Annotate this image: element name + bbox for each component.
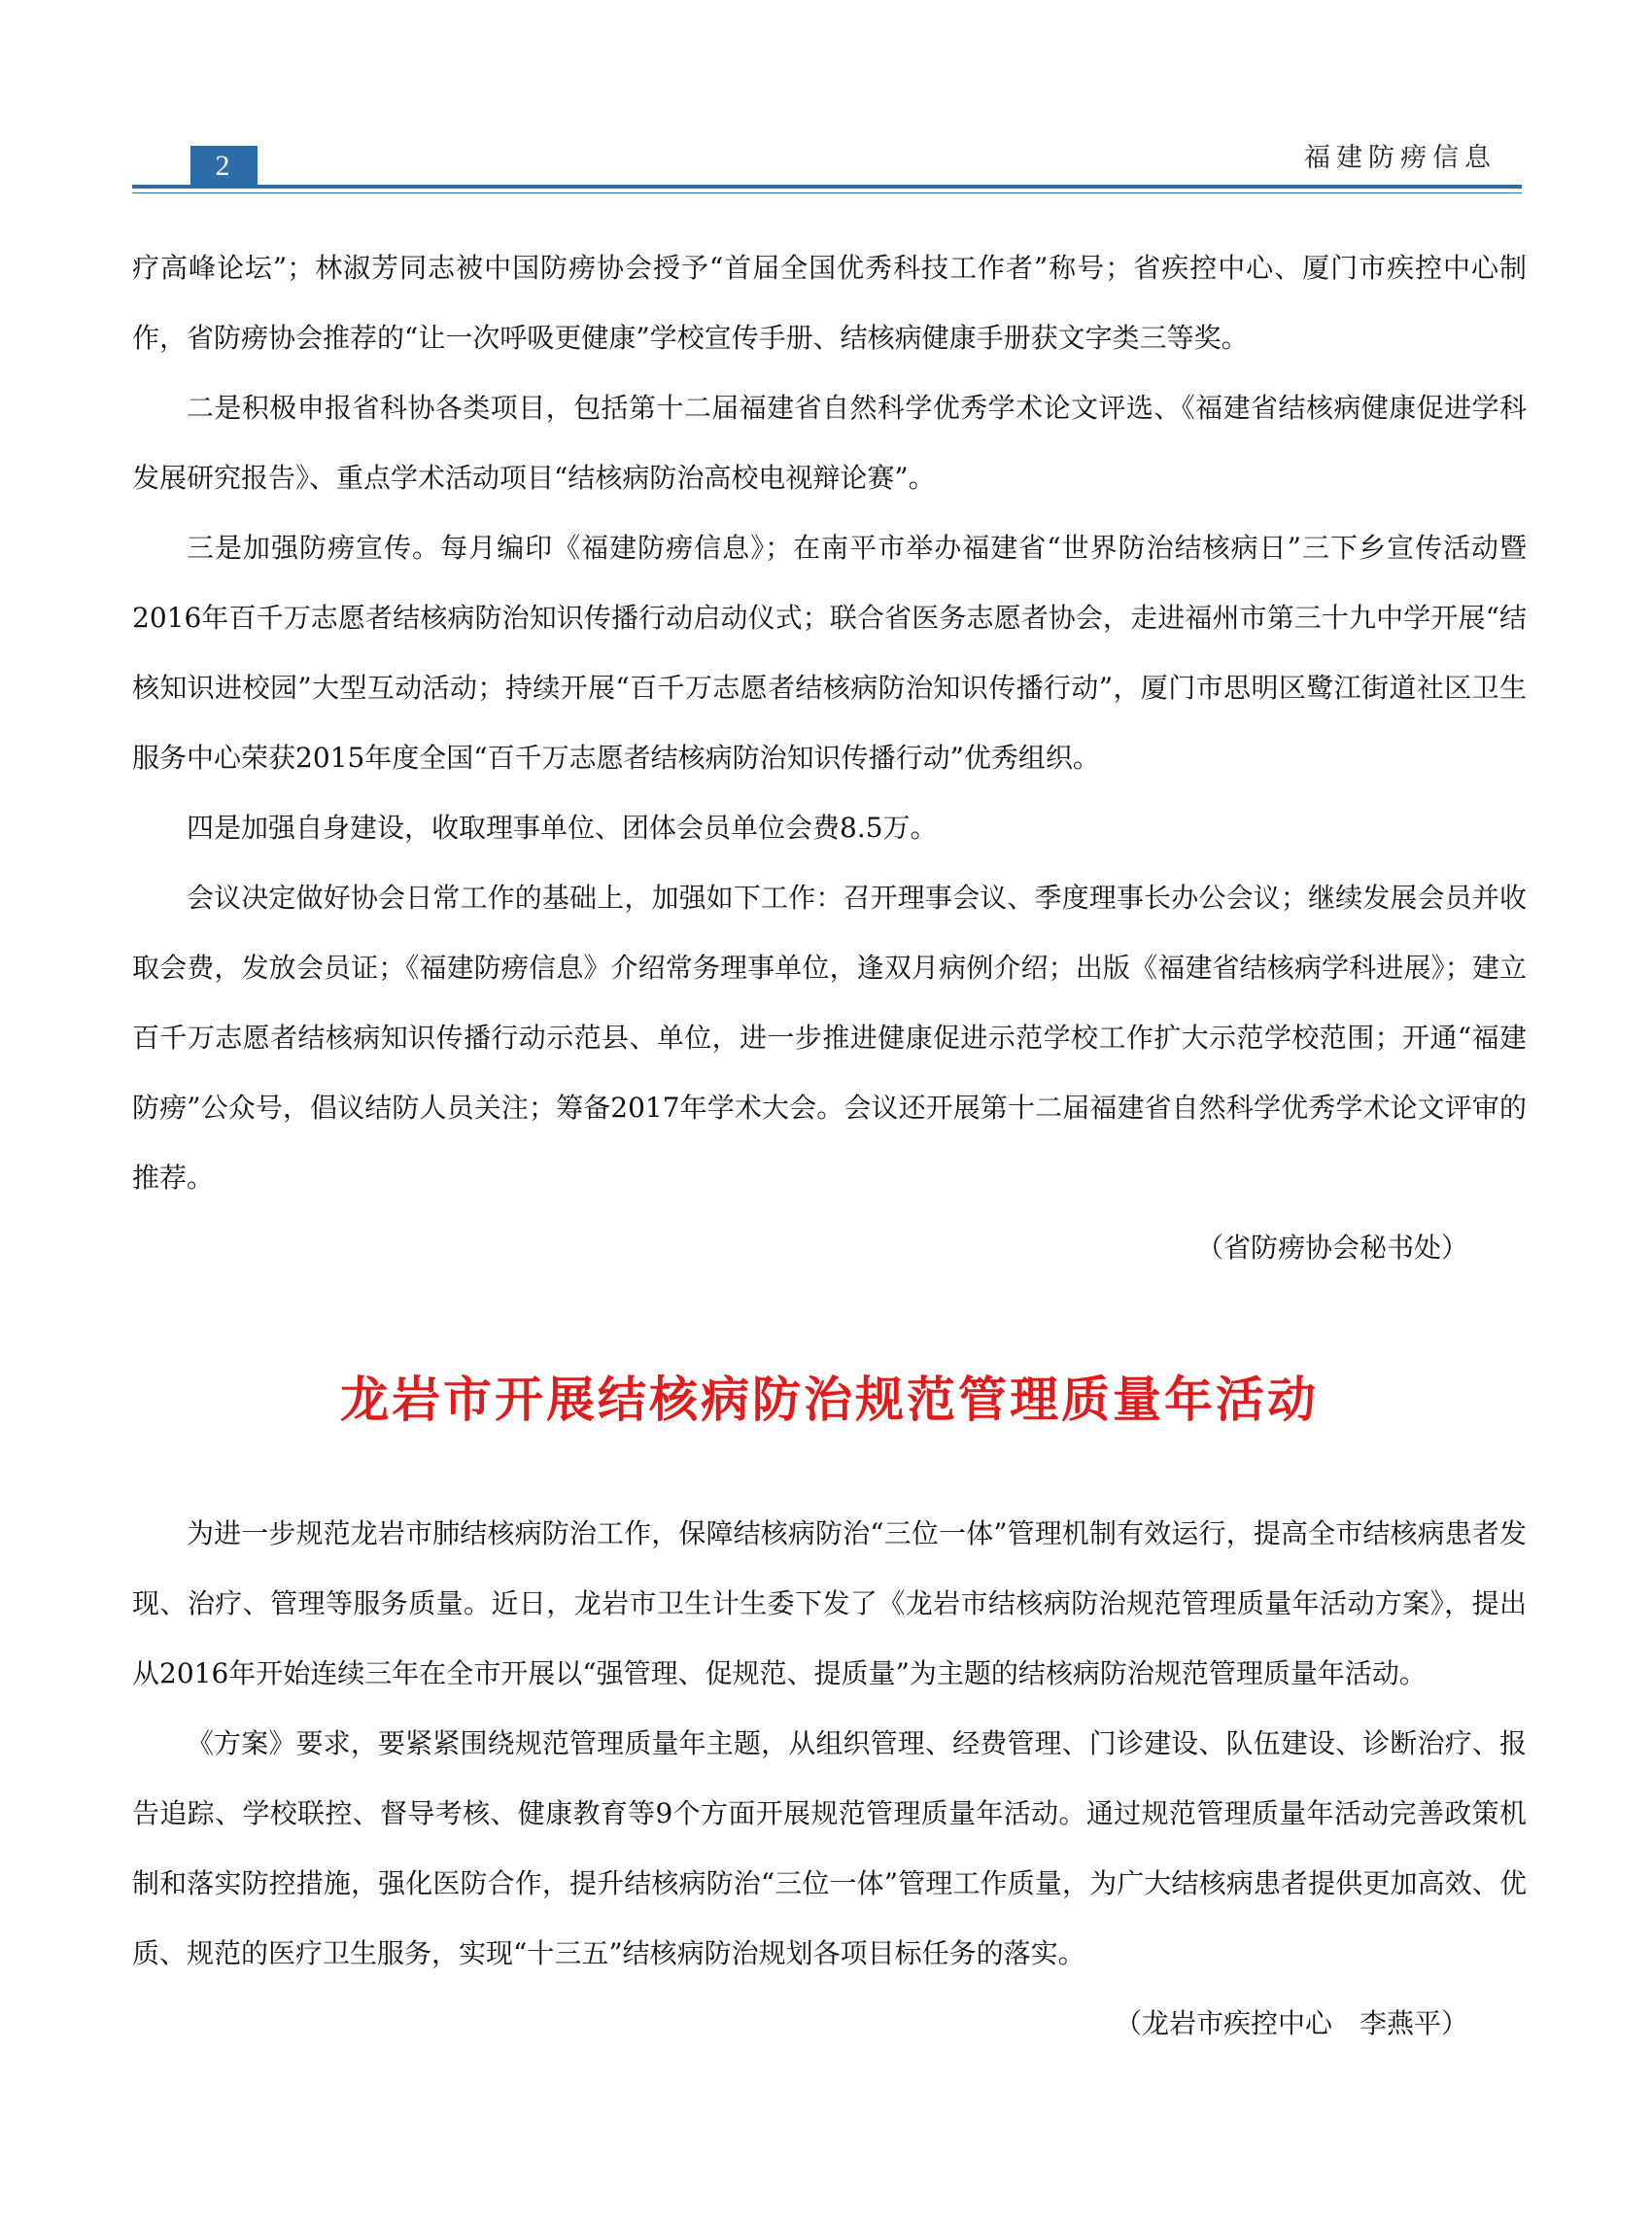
page-number: 2 bbox=[190, 146, 255, 187]
article1-signature: （省防痨协会秘书处） bbox=[1195, 1232, 1468, 1264]
publication-title: 福建防痨信息 bbox=[1304, 143, 1497, 173]
article1-paragraph-2: 二是积极申报省科协各类项目，包括第十二届福建省自然科学优秀学术论文评选、《福建省结核病健康促进学科发展研究报告》、重点学术活动项目“结核病防治高校电视辩论赛”。 bbox=[132, 392, 1527, 494]
article-continued bbox=[132, 233, 1527, 1283]
article2-signature: （龙岩市疾控中心 李燕平） bbox=[1114, 2007, 1468, 2039]
article1-paragraph-5: 会议决定做好协会日常工作的基础上，加强如下工作：召开理事会议、季度理事长办公会议；继续发展会员并收取会费，发放会员证；《福建防痨信息》介绍常务理事单位，逢双月病例介绍；出版《福建省结核病学科进展》；建立百千万志愿者结核病知识传播行动示范县、单位，进一步推进健康促进示范学校工作扩大示范学校范围；开通“福建防痨”公众号，倡议结防人员关注；筹备2017年学术大会。会议还开展第十二届福建省自然科学优秀学术论文评审的推荐。 bbox=[132, 882, 1527, 1194]
header-rule-thin bbox=[132, 192, 1522, 193]
article1-paragraph-3: 三是加强防痨宣传。每月编印《福建防痨信息》；在南平市举办福建省“世界防治结核病日”三下乡宣传活动暨2016年百千万志愿者结核病防治知识传播行动启动仪式；联合省医务志愿者协会，走进福州市第三十九中学开展“结核知识进校园”大型互动活动；持续开展“百千万志愿者结核病防治知识传播行动”，厦门市思明区鹭江街道社区卫生服务中心荣获2015年度全国“百千万志愿者结核病防治知识传播行动”优秀组织。 bbox=[132, 532, 1527, 774]
article2-body bbox=[132, 1499, 1527, 2059]
header-rule-thick bbox=[132, 185, 1522, 189]
article2-title: 龙岩市开展结核病防治规范管理质量年活动 bbox=[340, 1372, 1319, 1428]
article1-paragraph-1: 疗高峰论坛”；林淑芳同志被中国防痨协会授予“首届全国优秀科技工作者”称号；省疾控中心、厦门市疾控中心制作，省防痨协会推荐的“让一次呼吸更健康”学校宣传手册、结核病健康手册获文字类三等奖。 bbox=[132, 252, 1527, 354]
page-header bbox=[0, 0, 1652, 194]
page-number-tick bbox=[255, 146, 258, 187]
article2-paragraph-2: 《方案》要求，要紧紧围绕规范管理质量年主题，从组织管理、经费管理、门诊建设、队伍建设、诊断治疗、报告追踪、学校联控、督导考核、健康教育等9个方面开展规范管理质量年活动。通过规范管理质量年活动完善政策机制和落实防控措施，强化医防合作，提升结核病防治“三位一体”管理工作质量，为广大结核病患者提供更加高效、优质、规范的医疗卫生服务，实现“十三五”结核病防治规划各项目标任务的落实。 bbox=[132, 1727, 1527, 1969]
article2-paragraph-1: 为进一步规范龙岩市肺结核病防治工作，保障结核病防治“三位一体”管理机制有效运行，提高全市结核病患者发现、治疗、管理等服务质量。近日，龙岩市卫生计生委下发了《龙岩市结核病防治规范管理质量年活动方案》，提出从2016年开始连续三年在全市开展以“强管理、促规范、提质量”为主题的结核病防治规范管理质量年活动。 bbox=[132, 1517, 1527, 1689]
article1-paragraph-4: 四是加强自身建设，收取理事单位、团体会员单位会费8.5万。 bbox=[187, 812, 938, 844]
